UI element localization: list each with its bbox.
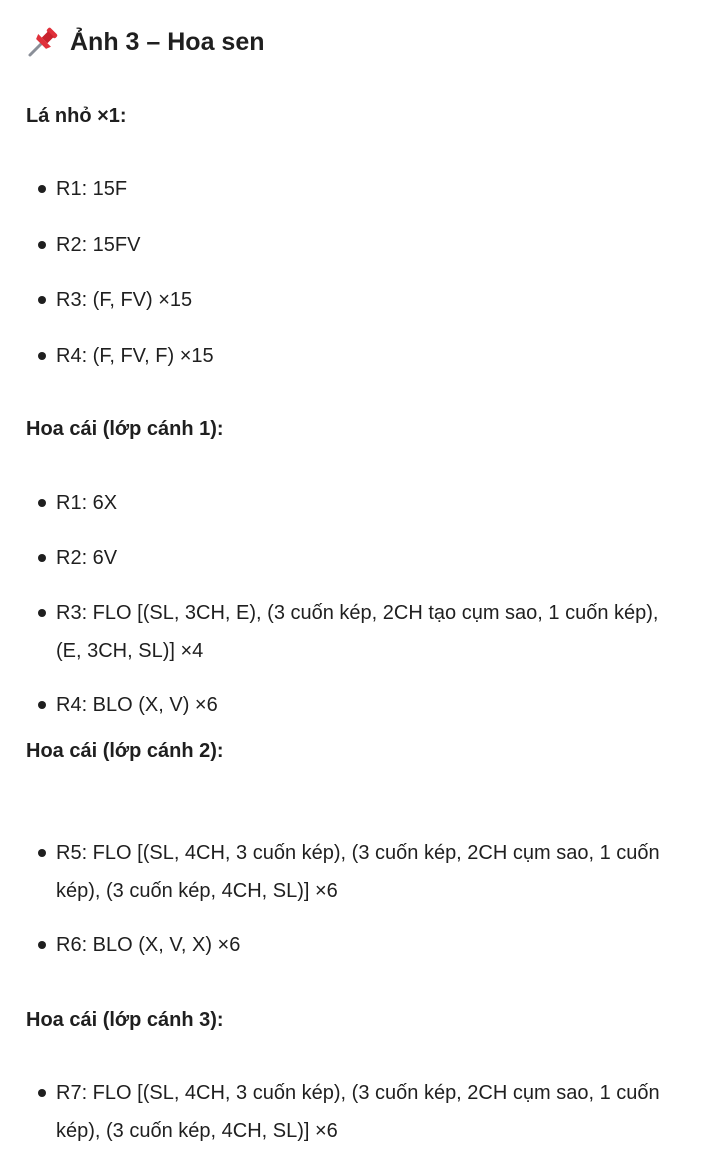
bullet-icon <box>36 226 56 264</box>
list-item-text: R1: 15F <box>56 178 128 200</box>
bullet-icon <box>36 686 56 724</box>
list-item <box>36 226 676 264</box>
section-heading: Lá nhỏ ×1: <box>26 105 127 127</box>
list-item-text: R6: BLO (X, V, X) ×6 <box>56 934 241 956</box>
pushpin-icon <box>26 25 60 59</box>
section-heading: Hoa cái (lớp cánh 2): <box>26 740 224 762</box>
bullet-icon <box>36 1074 56 1150</box>
bullet-icon <box>36 337 56 375</box>
list-item <box>36 926 676 964</box>
list-item-text: R3: FLO [(SL, 3CH, E), (3 cuốn kép, 2CH tạo cụm sao, 1 cuốn kép), (E, 3CH, SL)] ×4 <box>56 602 659 662</box>
list-item-text: R4: BLO (X, V) ×6 <box>56 694 218 716</box>
list-item-text: R1: 6X <box>56 492 118 514</box>
list-item-text: R2: 15FV <box>56 234 141 256</box>
bullet-icon <box>36 484 56 522</box>
list-item <box>36 539 676 577</box>
list-item <box>36 594 676 670</box>
bullet-icon <box>36 170 56 208</box>
list-item <box>36 686 676 724</box>
list-item-text: R2: 6V <box>56 547 118 569</box>
page-title-text: Ảnh 3 – Hoa sen <box>70 28 265 56</box>
list-item <box>36 1074 676 1150</box>
list-item <box>36 484 676 522</box>
list-item-text: R7: FLO [(SL, 4CH, 3 cuốn kép), (3 cuốn kép, 2CH cụm sao, 1 cuốn kép), (3 cuốn kép, 4CH, SL)] ×6 <box>56 1082 660 1142</box>
list-item <box>36 170 676 208</box>
bullet-icon <box>36 926 56 964</box>
list-item <box>36 834 676 910</box>
list-item-text: R4: (F, FV, F) ×15 <box>56 345 214 367</box>
bullet-icon <box>36 594 56 670</box>
list-item-text: R5: FLO [(SL, 4CH, 3 cuốn kép), (3 cuốn kép, 2CH cụm sao, 1 cuốn kép), (3 cuốn kép, 4CH, SL)] ×6 <box>56 842 660 902</box>
bullet-icon <box>36 539 56 577</box>
section-heading: Hoa cái (lớp cánh 1): <box>26 418 224 440</box>
list-item <box>36 281 676 319</box>
list-item <box>36 337 676 375</box>
bullet-icon <box>36 834 56 910</box>
list-item-text: R3: (F, FV) ×15 <box>56 289 193 311</box>
page-title <box>26 22 265 62</box>
bullet-icon <box>36 281 56 319</box>
section-heading: Hoa cái (lớp cánh 3): <box>26 1009 224 1031</box>
